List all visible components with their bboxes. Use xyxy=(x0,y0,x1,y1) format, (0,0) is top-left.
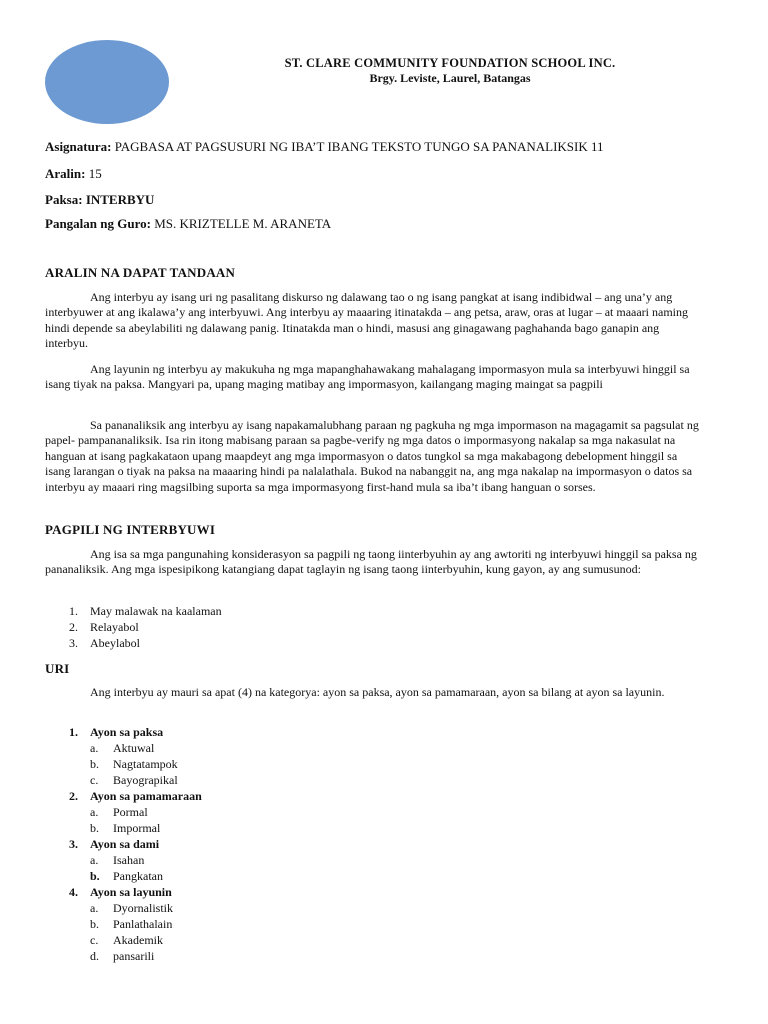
types-list xyxy=(69,725,202,965)
qualities-list xyxy=(69,603,222,651)
list-item: 4. Ayon sa layunin xyxy=(69,885,172,899)
paragraph-pagpili: Ang isa sa mga pangunahing konsiderasyon sa pagpili ng taong iinterbyuhin ay ang awtoriti ng interbyuwi hinggil sa paksa ng pananaliksik. Ang mga ispesipikong katangiang dapat taglayin ng isang taong iinterbyuhin, kung gayon, ay ang sumusunod: xyxy=(45,547,697,577)
list-item: 3. Ayon sa dami xyxy=(69,837,160,851)
list-item: a. Aktuwal xyxy=(90,741,155,755)
list-item: 1. May malawak na kaalaman xyxy=(69,604,222,618)
meta-asignatura xyxy=(45,139,604,155)
paragraph-uri: Ang interbyu ay mauri sa apat (4) na kategorya: ayon sa paksa, ayon sa pamamaraan, ayon sa bilang at ayon sa layunin. xyxy=(90,685,665,699)
paragraph-aralin-1: Ang interbyu ay isang uri ng pasalitang diskurso ng dalawang tao o ng isang pangkat at isang indibidwal – ang una’y ang interbyuwer at ang ikalawa’y ang interbyuwi. Ang interbyu ay maaaring itinatakda – ang petsa, araw, oras at lugar – at maaari naming hindi depende sa abeylabiliti ng dalawang panig. Itinatakda man o hindi, masusi ang ginagawang paghahanda bago ganapin ang interbyu. xyxy=(45,290,688,351)
section-heading-pagpili: PAGPILI NG INTERBYUWI xyxy=(45,522,216,537)
guro-value: MS. KRIZTELLE M. ARANETA xyxy=(154,216,332,231)
list-item: 2. Relayabol xyxy=(69,620,139,634)
list-item: c. Bayograpikal xyxy=(90,773,178,787)
school-address: Brgy. Leviste, Laurel, Batangas xyxy=(369,71,531,85)
list-item: a. Isahan xyxy=(90,853,145,867)
list-item: d. pansarili xyxy=(90,949,155,963)
list-item: b. Panlathalain xyxy=(90,917,173,931)
asignatura-label: Asignatura: xyxy=(45,139,112,154)
list-item: b. Nagtatampok xyxy=(90,757,178,771)
meta-paksa xyxy=(45,192,154,208)
school-name: ST. CLARE COMMUNITY FOUNDATION SCHOOL INC. xyxy=(284,56,616,70)
list-item: b. Pangkatan xyxy=(90,869,163,883)
meta-aralin xyxy=(45,166,102,182)
school-logo xyxy=(45,40,169,124)
list-item: 1. Ayon sa paksa xyxy=(69,725,164,739)
list-item: a. Pormal xyxy=(90,805,148,819)
list-item: c. Akademik xyxy=(90,933,163,947)
section-heading-uri: URI xyxy=(45,661,70,676)
guro-label: Pangalan ng Guro: xyxy=(45,216,151,231)
asignatura-value: PAGBASA AT PAGSUSURI NG IBA’T IBANG TEKSTO TUNGO SA PANANALIKSIK 11 xyxy=(114,139,604,154)
aralin-label: Aralin: xyxy=(45,166,86,181)
aralin-value: 15 xyxy=(88,166,102,181)
meta-guro xyxy=(45,216,331,232)
list-item: 2. Ayon sa pamamaraan xyxy=(69,789,202,803)
list-item: b. Impormal xyxy=(90,821,161,835)
paragraph-aralin-3: Sa pananaliksik ang interbyu ay isang napakamalubhang paraan ng pagkuha ng mga impormason na magagamit sa pagsulat ng papel- pampananaliksik. Isa rin itong mabisang paraan sa pagbe-verify ng mga datos o impormasyong nakalap sa mga nakasulat na hanguan at isang pagkakataon upang maapdeyt ang mga impormasyon o datos tungkol sa mga makabagong debelopment hinggil sa isang larangan o tiyak na paksa na maaaring hindi pa nalalathala. Bukod na nabanggit na, ang mga nakalap na impormasyon o datos sa interbyu ay maaari ring magsilbing suporta sa mga impormasyong first-hand mula sa iba’t ibang hanguan o sorses. xyxy=(45,418,699,494)
paragraph-aralin-2: Ang layunin ng interbyu ay makukuha ng mga mapanghahawakang mahalagang impormasyon mula sa interbyuwi hinggil sa isang tiyak na paksa. Mangyari pa, upang maging matibay ang impormasyon, kailangang maging maingat sa pagpili xyxy=(45,362,690,392)
paksa-label: Paksa: xyxy=(45,192,83,207)
section-heading-aralin: ARALIN NA DAPAT TANDAAN xyxy=(45,265,236,280)
list-item: a. Dyornalistik xyxy=(90,901,173,915)
list-item: 3. Abeylabol xyxy=(69,636,140,650)
paksa-value: INTERBYU xyxy=(85,192,155,207)
